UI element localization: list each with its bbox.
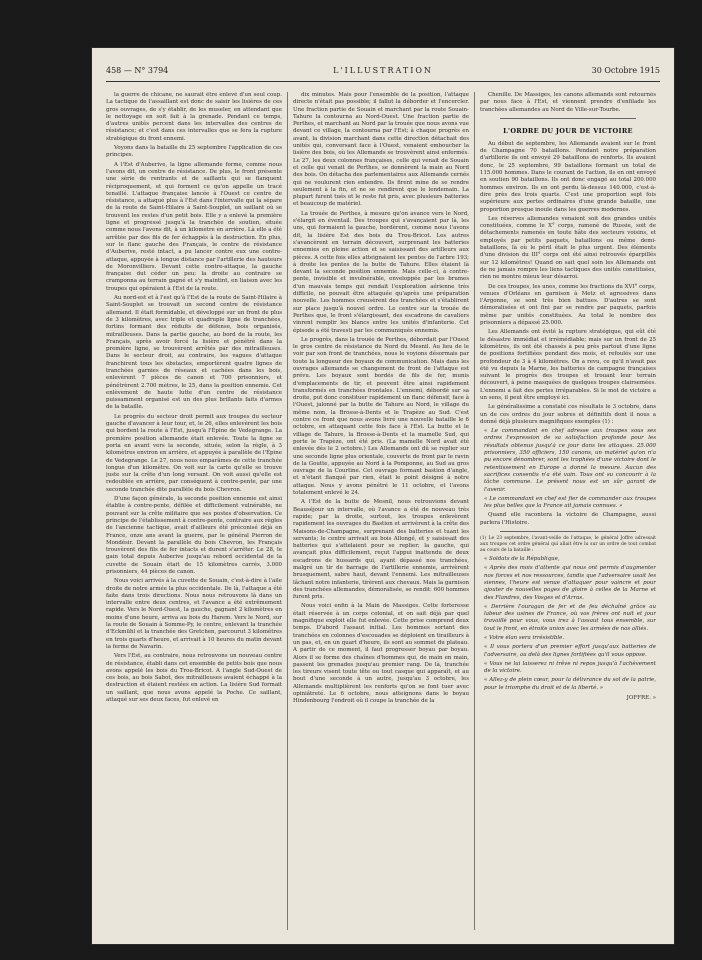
paragraph: la guerre de chicane, ne saurait être enlevé d'un seul coup. La tactique de l'assaillant est donc de saisir les lisières de ces gros ouvrages, de s'y établir, de les museler, en attendant que le nettoyage en soit fait à la grenade. Pendant ce temps, d'autres unités percent dans les intervalles des centres de résistance; et c'est dans ces intervalles que se fera la rupture stratégique du front ennemi. — [106, 92, 282, 142]
section-title: L'ORDRE DU JOUR DE VICTOIRE — [503, 126, 633, 135]
newspaper-page — [92, 48, 674, 944]
quote-paragraph: « Allez-y de plein cœur, pour la délivrance du sol de la patrie, pour le triomphe du droit et de la liberté. » — [484, 677, 656, 691]
signature: JOFFRE. » — [626, 695, 656, 702]
paragraph: Le généralissime a constaté ces résultats le 3 octobre, dans un de ces ordres du jour sobres et définitifs dont il nous a donné déjà plusieurs magnifiques exemples (1) : — [480, 404, 656, 425]
paragraph: Nous voici enfin à la Main de Massiges. Cette forteresse était réservée à un corps colonial, et on sait déjà par quel magnifique exploit elle fut enlevée. Cette prise comprend deux temps. D'abord l'assaut initial. Les hommes sortant des tranchées en colonnes d'escouades se déploient en tirailleurs à un pas, et, en un quart d'heure, ils sont au sommet du plateau. A partir de ce moment, il faut progresser boyau par boyau. Alors il se forme des chaînes d'hommes qui, de main en main, passent les grenades jusqu'au premier rang. De là, tranchée les tireurs visent toute tête ou tout casque qui apparaît, et au bout d'une seconde à un autre, jusqu'au 3 octobre, les Allemands multiplièrent les renforts qu'on se font tuer avec opiniâtreté. Le 6 octobre, nous atteignons dans le boyau Hindenbourg l'endroit où il coupe la tranchée de la — [293, 603, 469, 705]
paragraph: De ces troupes, les unes, comme les fractions du XVI° corps, venues d'Orléans en garnison à Metz et agressives dans l'Argonne, se sont très bien battues. D'autres se sont démoralisées et ont fini par se rendre par paquets, parfois même par unités constituées. Au total le nombre des prisonniers a dépassé 25.000. — [480, 283, 656, 327]
paragraph: Quand elle racontera la victoire de Champagne, aussi parlera l'Histoire. — [480, 512, 656, 526]
quote-paragraph: « Après des mois d'attente qui nous ont permis d'augmenter nos forces et nos ressources, tandis que l'adversaire usait les siennes, l'heure est venue d'attaquer pour vaincre et pour ajouter de nouvelles pages de gloire à celles de la Marne et des Flandres, des Vosges et d'Arras. — [484, 565, 656, 601]
column-2 — [293, 92, 469, 932]
paragraph: Au début de septembre, les Allemands avaient sur le front de Champagne 70 bataillons. Pendant notre préparation d'artillerie ils ont envoyé 29 bataillons de renforts. Ils avaient donc, le 25 septembre, 99 bataillons formant un total de 115.000 hommes. Dans le courant de l'action, ils en ont envoyé en soutien 90 bataillons. Ils ont donc engagé au total 200.000 hommes environ. Ils en ont perdu là-dessus 140.000, c'est-à-dire près des trois quarts. C'est une proportion sept fois supérieure aux pertes ordinaires d'une grande bataille, une proportion presque inouïe dans les guerres modernes. — [480, 140, 656, 213]
footnote-divider — [500, 531, 636, 532]
paragraph: D'une façon générale, la seconde position ennemie est ainsi établie à contre-pente, défilée et difficilement vulnérable, ne pouvant sur la crête militaire que ses postes d'observation. Ce principe de l'établissement à contre-pente, contraire aux règles de l'ancienne tactique, avait d'ailleurs été préconisé déjà en France, onze ans avant la guerre, par le général Pierron de Mondésir. Devant la parallèle du bois Chevron, les Français trouvèrent des fils de fer intacts et durent s'arrêter. Le 28, le gain total depuis Auberive jusqu'au rebord occidental de la cuvette de Souain était de 15 kilomètres carrés, 3.000 prisonniers, 44 pièces de canon. — [106, 496, 282, 575]
header-rule — [106, 81, 660, 82]
footnote: (1) Le 23 septembre, l'avant-veille de l'attaque, le général Joffre adressait aux troupes cet ordre général qui allait être lu sur un ordre de tout combat au cours de la bataille : — [480, 536, 656, 554]
quote-paragraph: « Il vous portera d'un premier effort jusqu'aux batteries de l'adversaire, au delà des lignes fortifiées qu'il vous oppose. — [484, 644, 656, 658]
section-divider — [500, 118, 636, 119]
paragraph: La trouée de Perthes, à mesure qu'on avance vers le Nord, s'élargit en éventail. Des troupes qui s'avançaient par là, les uns, qui formaient la gauche, bordèrent, comme nous l'avons dit, la lisière Est des bois du Trou-Bricot. Les autres s'avancèrent en terrain découvert, surprenant les batteries ennemies en pleine action et se saisissant des artilleurs aux pièces. A cette fois elles atteignaient les pentes de l'arbre 193; à droite les pentes de la butte de Tahure. Elles étaient là devant la seconde position ennemie. Mais celle-ci, à contre-pente, invisible et invulnérable, enveloppée par les brumes d'un mauvais temps qui rendait l'exploration aérienne très difficile, ne pouvait être attaquée qu'après une préparation nouvelle. Les hommes creusèrent des tranchées et s'établirent sur place jusqu'à nouvel ordre. Le centre sur la trouée de Perthes que, le front s'élargissant, des escadrons de cavaliers vinrent remplir les blancs entre les unités d'infanterie. Cet épisode a été travesti par les communiqués ennemis. — [293, 210, 469, 334]
page-number: 458 — N° 3794 — [106, 66, 169, 75]
column-3 — [480, 92, 656, 932]
issue-date: 30 Octobre 1915 — [591, 66, 660, 75]
paragraph: Le progrès du secteur droit permit aux troupes du secteur gauche d'avancer à leur tour, et, le 26, elles enlevèrent les bois qui bordent la route à l'Est, jusqu'à l'Épine de Vedegrange. La première position allemande était enlevée. Toute la ligne se porta en avant vers la seconde, située, selon la règle, à 3 kilomètres environ en arrière, et appuyée à parallèle de l'Épine de Vedegrange. Le 27, nous nous emparâmes de cette tranchée longue d'un kilomètre. On voit sur la carte qu'elle se trouve juste sur la crête d'un long versant. On voit aussi qu'elle est redoublée en arrière, par conséquent à contre-pente, par une seconde tranchée dite parallèle du bois Chevron. — [106, 413, 282, 493]
quote-paragraph: « Derrière l'ouragan de fer et de feu déchaîné grâce au labeur des usines de France, où vos frères ont nuit et jour travaillé pour vous, vous irez à l'assaut tous ensemble, sur tout le front, en étroite union avec les armées de nos alliés. — [484, 603, 656, 632]
paragraph: Le progrès, dans la trouée de Perthes, débordait par l'Ouest le gros centre de résistance du Nord du Mesnil. Au lieu de le voir par son front de tranchées, nous le voyions désormais par toute la longueur des boyaux de communication. Mais dans les ouvrages allemands se changement de front de l'attaque est prévu. Les boyaux sont bordés de fils de fer, munis d'emplacements de tir, et peuvent être ainsi rapidement transformés en tranchées frontales. L'ennemi, débordé sur sa droite, put donc constituer rapidement un flanc défensif, face à l'Ouest, jalonné par la butte de Tahure au Nord, le village du même nom, la Brosse-à-Dents et le Trapèze au Sud. C'est contre ce front que nous avons livré une nouvelle bataille le 6 octobre, en attaquant cette fois face à l'Est. La butte et le village de Tahure, la Brosse-à-Dents et la mamelle Sud, qui porte le Trapèze, ont été pris. (La mamelle Nord avait été enlevée dès le 2 octobre.) Les Allemands ont dû se replier sur une seconde ligne plus orientale, couverte de front par le ravin de la Goutte, appuyée au Nord à la Pomponne, au Sud au gros ouvrage de la Courtine. Cet ouvrage formant bastion d'angle, et n'étant flanqué par rien, était le point désigné à notre attaque. Nous y avons pénétré le 11 octobre, et l'avons totalement enlevé le 24. — [293, 336, 469, 497]
paragraph: Voyons dans la bataille du 25 septembre l'application de ces principes. — [106, 145, 282, 159]
paragraph: A l'Est d'Auberive, la ligne allemande forme, comme nous l'avons dit, un centre de résistance. De plus, le front présente une série de rentrants et de saillants qui se flanquent réciproquement, et qui forment ce qu'on appelle un tracé tenaillé. L'attaque française lancée à l'Ouest ce centre de résistance, a attaqué plus à l'Est dans l'intervalle qui la sépare de la route de Saint-Hilaire à Saint-Souplet, un saillant où se trouvent les restes d'un petit bois. Elle y a enlevé la première ligne et progressé jusqu'à la tranchée de soutien, située comme nous l'avons dit, à un kilomètre en arrière. Là elle a été arrêtée par des fils de fer échappés à la destruction. En plus, sur le flanc gauche des Français, le centre de résistance d'Auberive, resté intact, a pu lancer contre eux une contre-attaque, appuyée à longue distance par l'artillerie des hauteurs de Moronvilliers. Devant cette contre-attaque, la gauche française dut céder un peu; la droite au contraire se cramponna au terrain gagné et s'y maintint, en liaison avec les troupes qui opéraient à l'Est de la route. — [106, 161, 282, 292]
column-separator — [287, 92, 288, 930]
quote-paragraph: « Soldats de la République, — [484, 556, 560, 563]
quote-paragraph: « Vous ne lui laisserez ni trêve ni repos jusqu'à l'achèvement de la victoire. — [484, 660, 656, 675]
paragraph: A l'Est de la butte de Mesnil, nous retrouvions devant Beauséjour un intervalle, où l'avance a été de nouveau très rapide; par la droite, surtout, les troupes enlevèrent rapidement les ouvrages du Bastion et arrivèrent à la crête des Maisons-de-Champagne, surprenant des batteries et tuant les servants; le centre arrivait au bois Allongé, et y saisissait des batteries qui s'attelaient pour se replier; la gauche, qui avançait plus difficilement, reçut l'appui inattendu de deux escadrons de hussards qui, ayant dépassé nos tranchées, malgré un tir de barrage de l'artillerie ennemie, arrivèrent brusquement, sabre haut, devant l'ennemi. Les mitrailleuses lâchant notre infanterie, tirèrent aux chevaux. Mais la garnison des tranchées allemandes, démoralisée, se rendit: 600 hommes furent pris. — [293, 499, 469, 601]
page-header — [106, 66, 660, 80]
paragraph: Vers l'Est, au contraire, nous retrouvons un nouveau centre de résistance, établi dans cet ensemble de petits bois que nous avons appelé les bois du Trou-Bricot. A l'angle Sud-Ouest de ces bois, au bois Sabot, des mitrailleuses avaient échappé à la destruction et étaient restées en action. La lisière Sud formait un saillant, que nous avons appelé la Poche. Ce saillant, attaqué sur ses deux faces, fut enlevé en — [106, 653, 282, 704]
quote-paragraph: « Le commandant en chef est fier de commander aux troupes les plus belles que la France ait jamais connues. » — [484, 495, 656, 510]
column-1 — [106, 92, 282, 932]
paragraph: dix minutes. Mais pour l'ensemble de la position, l'attaque directe n'était pas possible; il fallut la déborder et l'encercler. Une fraction partie de Souain et marchant par la route Souain-Tahure la contourna au Nord-Ouest. Une fraction partie de Perthes, et marchant au Nord par la trouée que nous avons vue devant ce village, la contourna par l'Est; à chaque progrès en avant, la division marchant dans cette direction détachait des unités qui, conversant face à l'Ouest, venaient emboucher la lisière des bois, où les Allemands se trouvèrent ainsi enfermés. Le 27, les deux colonnes françaises, celle qui venait de Souain et celle qui venait de Perthes, se donnèrent la main au Nord des bois. On détacha des parlementaires aux Allemands cernés qui ne voulurent rien entendre. Ils firent mine de se rendre seulement à la fin, et ne se rendirent que le lendemain. La plupart furent tués et le reste fut pris, avec plusieurs batteries et beaucoup de matériel. — [293, 92, 469, 208]
quote-paragraph: « Votre élan sera irrésistible. — [484, 635, 565, 641]
publication-title: L'ILLUSTRATION — [333, 66, 433, 75]
quote-paragraph: « Le commandant en chef adresse aux troupes sous ses ordres l'expression de sa satisfaction profonde pour les résultats obtenus jusqu'à ce jour dans les attaques. 25.000 prisonniers, 350 officiers, 150 canons, un matériel qu'on n'a pu encore dénombrer, sont les trophées d'une victoire dont le retentissement en Europe a donné la mesure. Aucun des sacrifices consentis n'a été vain. Tous ont su concourir à la tâche commune. Le présent nous est un sûr garant de l'avenir. — [484, 428, 656, 493]
paragraph: Nous voici arrivés à la cuvette de Souain, c'est-à-dire à l'aile droite de notre armée la plus occidentale. De là, l'attaque a été faite dans trois directions. Nous nous retrouvons là dans un intervalle entre deux centres, et l'avance a été extrêmement rapide. Vers le Nord-Ouest, la gauche, gagnant 2 kilomètres en moins d'une heure, arriva au bois du Harem. Vers le Nord, sur la route de Souain à Somme-Py, le centre, enlevant la tranchée d'Eckmühl et la tranchée des Gretchen, parcourut 3 kilomètres en trois quarts d'heure, et arrivait à 10 heures du matin devant la ferme de Navarin. — [106, 578, 282, 650]
paragraph: Les réserves allemandes venaient soit des grandes unités constituées, comme le X° corps, ramené de Russie, soit de détachements ramenés en toute hâte des secteurs voisins, et employés par petits paquets, bataillons ou même demi-bataillons, là où le péril était le plus urgent. Des éléments d'une division du III° corps ont été ainsi retrouvés éparpillés sur 12 kilomètres! Quand on sait quel soin les Allemands ont de ne jamais rompre les liens tactiques des unités constituées, rien ne montre mieux leur désarroi. — [480, 215, 656, 281]
paragraph: Au nord-est et à l'est qu'à l'Est de la route de Saint-Hilaire à Saint-Souplet se trouvait un second centre de résistance allemand. Il était formidable, et développé sur un front de plus de 3 kilomètres, avec triple et quadruple ligne de tranchées, fortins formant des réduits de défense, bois organisés, mitrailleuses. Dans la partie gauche, au bord de la route, les Français, après avoir forcé la lisière et pénétré dans la première ligne, se trouvèrent arrêtés par des mitrailleuses. Dans le secteur droit, au contraire, les vagues d'attaque franchirent tous les obstacles, emportèrent quatre lignes de tranchées garnies de réseaux et cachées dans les bois, enlevèrent 7 pièces de canon et 700 prisonniers, et pénétrèrent 2.700 mètres, le 25, dans la position ennemie. Cet enlèvement de haute lutte d'un centre de résistance puissamment organisé est un des plus brillants faits d'armes de la bataille. — [106, 295, 282, 411]
column-separator — [474, 92, 475, 930]
paragraph: Chenille. De Massiges, les canons allemands sont retournés par nous face à l'Est, et viennent prendre d'enfilade les tranchées allemandes au Nord de Ville-sur-Tourbe. — [480, 92, 656, 113]
paragraph: Les Allemands ont évité la rupture stratégique, qui eût été le désastre immédiat et irrémédiable; mais sur un front de 25 kilomètres, ils ont été chassés à peu près partout d'une ligne de positions fortifiées pendant des mois, et refoulés sur une profondeur de 3 à 4 kilomètres. On a revu, ce qu'il n'avait pas été vu depuis la Marne, les batteries de campagne françaises suivant le progrès des troupes et trouant leur terrain découvert, à peine masquées de quelques troupes clairsemées. L'ennemi a fait des pertes irréparables. Si le mot de victoire a un sens, il peut être employé ici. — [480, 329, 656, 401]
